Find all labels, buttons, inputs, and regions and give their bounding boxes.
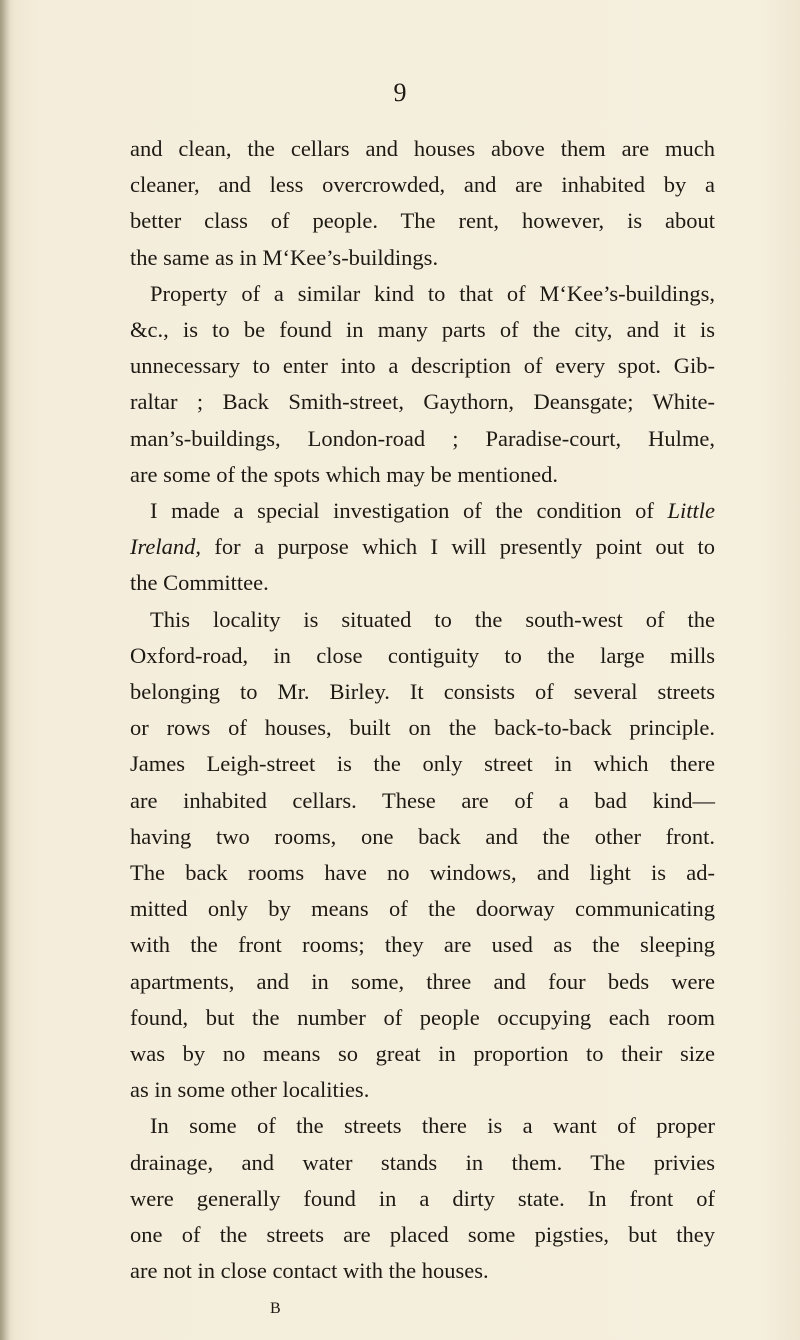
text-line: belonging to Mr. Birley. It consists of several streets [130,679,715,705]
text-line: with the front rooms; they are used as the sleeping [130,932,715,958]
text-line: was by no means so great in proportion to their size [130,1041,715,1067]
paragraph-1 [130,131,715,276]
paragraph-2 [130,276,715,493]
text-line: having two rooms, one back and the other front. [130,823,715,849]
text-line: the Committee. [130,570,269,596]
paragraph-3 [130,493,715,602]
body-text [130,131,715,1290]
text-run: I made a special investigation of the condition of [150,498,668,524]
text-line: found, but the number of people occupying each room [130,1004,715,1030]
text-line: James Leigh-street is the only street in which there [130,751,715,777]
text-line: and clean, the cellars and houses above them are much [130,136,715,161]
text-line: This locality is situated to the south-west of the [150,606,715,632]
paragraph-5 [130,1108,715,1289]
text-line: are not in close contact with the houses. [130,1258,489,1284]
page-gutter-shadow [0,0,10,1340]
text-line: are some of the spots which may be mentioned. [130,461,559,487]
italic-text: Little [667,498,715,524]
text-line: better class of people. The rent, however, is about [130,208,715,234]
text-line [130,529,715,565]
text-line: were generally found in a dirty state. In front of [130,1185,715,1211]
text-line: unnecessary to enter into a description of every spot. Gib- [130,353,715,379]
text-line: the same as in M‘Kee’s-buildings. [130,244,439,270]
text-line: &c., is to be found in many parts of the city, and it is [130,317,715,343]
text-line: cleaner, and less overcrowded, and are inhabited by a [130,172,715,198]
text-line: raltar ; Back Smith-street, Gaythorn, Deansgate; White- [130,389,715,415]
text-line: The back rooms have no windows, and light is ad- [130,860,715,886]
text-line: Property of a similar kind to that of M‘Kee’s-buildings, [150,280,715,306]
text-line: mitted only by means of the doorway communicating [130,896,715,922]
text-line [130,493,715,529]
text-line: one of the streets are placed some pigsties, but they [130,1222,715,1248]
signature-mark: B [270,1300,282,1317]
text-line: apartments, and in some, three and four beds were [130,968,715,994]
text-line: are inhabited cellars. These are of a bad kind— [130,787,715,813]
italic-text: Ireland, [130,534,202,560]
page-number: 9 [393,78,407,107]
paragraph-4 [130,602,715,1109]
text-run: for a purpose which I will presently point out to [201,534,715,560]
text-line: In some of the streets there is a want of proper [150,1113,715,1139]
text-line: Oxford-road, in close contiguity to the large mills [130,642,715,668]
text-line: or rows of houses, built on the back-to-back principle. [130,715,715,741]
text-line: drainage, and water stands in them. The privies [130,1149,715,1175]
text-line: as in some other localities. [130,1077,370,1103]
text-line: man’s-buildings, London-road ; Paradise-court, Hulme, [130,425,715,451]
